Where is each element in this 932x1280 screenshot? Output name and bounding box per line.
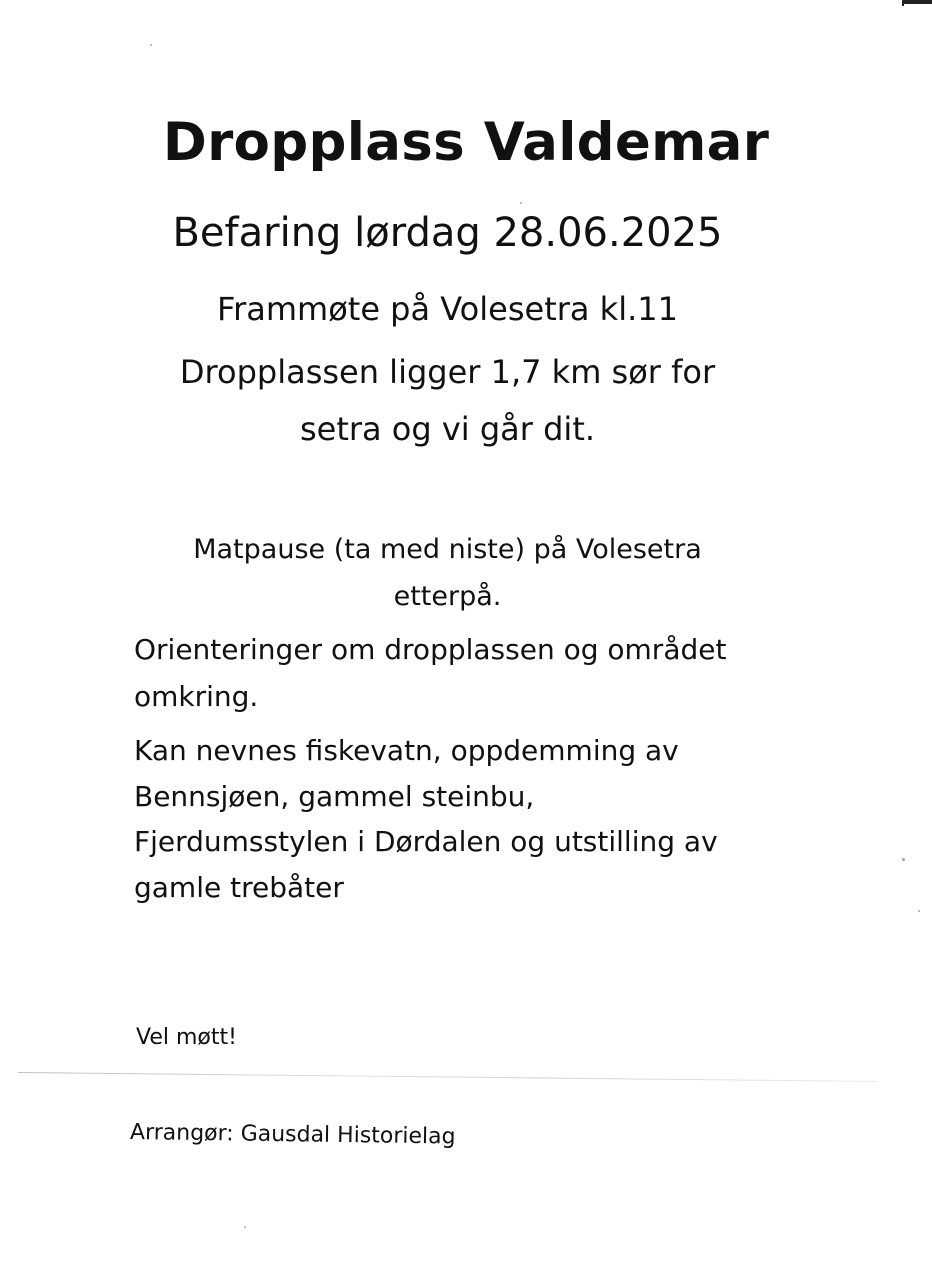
orientation-line-1: Orienteringer om dropplassen og området bbox=[134, 633, 727, 666]
mention-line-3: Fjerdumsstylen i Dørdalen og utstilling av bbox=[134, 825, 718, 858]
scan-edge-mark-vertical bbox=[902, 0, 904, 6]
scan-fold-line bbox=[18, 1072, 878, 1082]
location-line-1: Dropplassen ligger 1,7 km sør for bbox=[179, 353, 716, 391]
mention-line-1: Kan nevnes fiskevatn, oppdemming av bbox=[134, 734, 679, 767]
organizer: Arrangør: Gausdal Historielag bbox=[129, 1120, 456, 1150]
flyer-title: Dropplass Valdemar bbox=[162, 112, 770, 173]
orientation-line-2: omkring. bbox=[134, 680, 259, 713]
lunch-line-2: etterpå. bbox=[393, 581, 502, 612]
scan-speck bbox=[520, 202, 522, 204]
scan-edge-mark bbox=[902, 0, 932, 4]
scan-speck bbox=[244, 1226, 246, 1228]
mention-line-2: Bennsjøen, gammel steinbu, bbox=[134, 780, 535, 813]
scan-speck bbox=[918, 910, 920, 912]
scan-speck bbox=[150, 44, 152, 46]
lunch-line-1: Matpause (ta med niste) på Volesetra bbox=[193, 534, 702, 565]
location-line-2: setra og vi går dit. bbox=[299, 410, 596, 448]
event-date: Befaring lørdag 28.06.2025 bbox=[172, 210, 723, 256]
meeting-info: Frammøte på Volesetra kl.11 bbox=[217, 290, 678, 328]
mention-line-4: gamle trebåter bbox=[134, 871, 344, 904]
greeting: Vel møtt! bbox=[136, 1025, 237, 1050]
scan-speck bbox=[902, 858, 905, 861]
